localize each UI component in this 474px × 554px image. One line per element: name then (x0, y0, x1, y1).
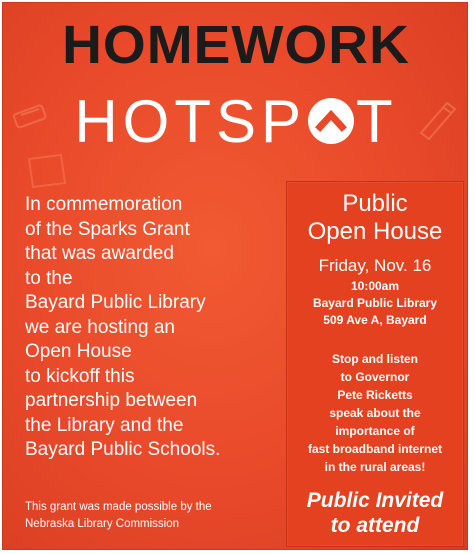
intro-line: that was awarded (25, 243, 174, 264)
event-heading (287, 190, 463, 246)
intro-line: the Library and the (25, 414, 184, 436)
intro-line: Bayard Public Library (25, 292, 206, 313)
title-hotspot-start: HOTSP (74, 88, 307, 155)
grant-credit (25, 499, 285, 533)
event-time: 10:00am (350, 279, 400, 293)
intro-line: Bayard Public Schools. (25, 439, 221, 460)
speaker-note-line: in the rural areas! (324, 460, 426, 474)
intro-paragraph (25, 193, 275, 463)
event-heading-line: Open House (307, 218, 443, 245)
credit-line: This grant was made possible by the (25, 501, 212, 513)
up-arrow-badge-icon (308, 98, 354, 144)
speaker-note-line: fast broadband internet (307, 442, 442, 456)
event-box (286, 181, 464, 547)
event-address: 509 Ave A, Bayard (323, 313, 427, 327)
speaker-note-line: speak about the (329, 406, 421, 420)
intro-line: partnership between (25, 390, 198, 411)
title-homework: HOMEWORK (62, 15, 410, 75)
event-venue: Bayard Public Library (312, 296, 438, 310)
event-heading-line: Public (342, 190, 408, 217)
intro-line: In commemoration (25, 194, 183, 215)
credit-line: Nebraska Library Commission (25, 518, 180, 530)
intro-line: to kickoff this (25, 365, 135, 387)
orange-panel (2, 2, 468, 550)
intro-line: we are hosting an (25, 316, 175, 338)
speaker-note-line: Pete Ricketts (337, 388, 413, 402)
invite-line: to attend (330, 514, 420, 537)
event-speaker-note (287, 350, 463, 476)
intro-line: to the (25, 267, 73, 289)
title-hotspot-end: T (356, 88, 398, 155)
invite-line: Public Invited (306, 489, 444, 512)
title-hotspot (3, 89, 468, 155)
intro-line: Open House (25, 341, 132, 362)
speaker-note-line: to Governor (340, 370, 410, 384)
event-date: Friday, Nov. 16 (318, 256, 432, 275)
paper-doodle-icon (25, 153, 69, 189)
speaker-note-line: importance of (335, 424, 415, 438)
event-details (287, 278, 463, 329)
intro-line: of the Sparks Grant (25, 218, 190, 240)
public-invited (287, 488, 463, 538)
speaker-note-line: Stop and listen (331, 352, 418, 366)
